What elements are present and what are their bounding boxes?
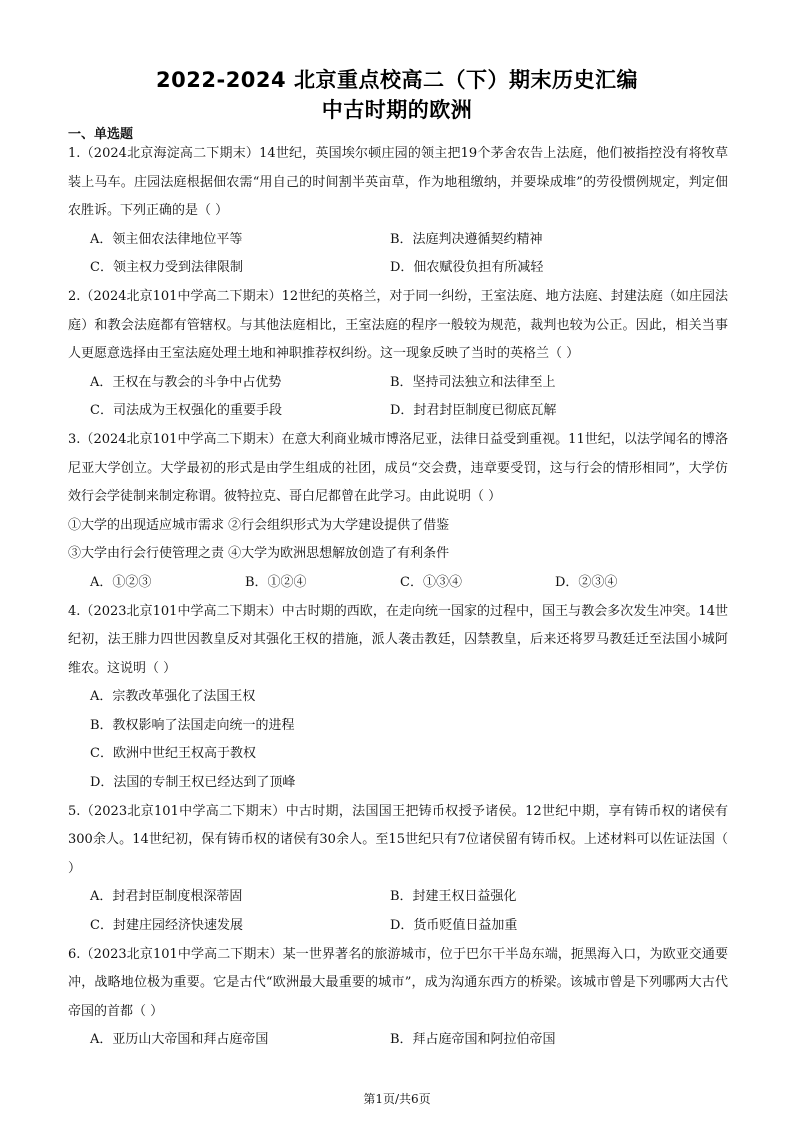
question-stem: 4.（2023北京101中学高二下期末）中古时期的西欧，在走向统一国家的过程中，国王与教会多次发生冲突。14世纪初，法王腓力四世因教皇反对其强化王权的措施，派人袭击教廷，囚禁教皇，后来还将罗马教廷迁至法国小城阿维农。这说明（ ） <box>68 603 728 676</box>
options-row <box>68 883 728 912</box>
option-b: B．拜占庭帝国和阿拉伯帝国 <box>390 1032 556 1048</box>
statement-line: ③大学由行会行使管理之责 ④大学为欧洲思想解放创造了有利条件 <box>68 546 450 562</box>
option-a: A．封君封臣制度根深蒂固 <box>90 889 243 905</box>
option-c: C．封建庄园经济快速发展 <box>90 918 243 934</box>
option-b: B．①②④ <box>245 574 307 590</box>
option-c: C．欧洲中世纪王权高于教权 <box>90 746 256 762</box>
question-3 <box>68 426 728 598</box>
options-row <box>68 569 728 598</box>
question-stem: 5.（2023北京101中学高二下期末）中古时期，法国国王把铸币权授予诸侯。12世纪中期，享有铸币权的诸侯有300余人。14世纪初，保有铸币权的诸侯有30余人。至15世纪只有7位诸侯留有铸币权。上述材料可以佐证法国（ ） <box>68 803 728 876</box>
option-c: C．领主权力受到法律限制 <box>90 260 243 276</box>
document-title: 2022-2024 北京重点校高二（下）期末历史汇编 <box>156 68 638 92</box>
option-a: A．亚历山大帝国和拜占庭帝国 <box>90 1032 269 1048</box>
option-d: D．佃农赋役负担有所减轻 <box>390 260 544 276</box>
question-1 <box>68 140 728 283</box>
question-6 <box>68 941 728 1055</box>
question-stem: 3.（2024北京101中学高二下期末）在意大利商业城市博洛尼亚，法律日益受到重视。11世纪，以法学闻名的博洛尼亚大学创立。大学最初的形式是由学生组成的社团，成员“交会费，违章要受罚，这与行会的情形相同”，大学仿效行会学徒制来制定称谓。彼特拉克、哥白尼都曾在此学习。由此说明（ ） <box>68 431 728 505</box>
question-5 <box>68 798 728 941</box>
page-number: 第1页/共6页 <box>363 1092 431 1106</box>
options-row <box>68 254 728 283</box>
options-row <box>68 369 728 398</box>
option-b: B．教权影响了法国走向统一的进程 <box>90 717 295 733</box>
option-b: B．坚持司法独立和法律至上 <box>390 374 556 390</box>
options-row <box>68 226 728 255</box>
document-subtitle: 中古时期的欧洲 <box>321 98 473 122</box>
option-b: B．封建王权日益强化 <box>390 889 517 905</box>
option-d: D．封君封臣制度已彻底瓦解 <box>390 403 557 419</box>
options-row <box>68 397 728 426</box>
options-row <box>68 1026 728 1055</box>
option-d: D．货币贬值日益加重 <box>390 918 518 934</box>
option-d: D．法国的专制王权已经达到了顶峰 <box>90 775 296 791</box>
option-c: C．①③④ <box>400 574 462 590</box>
option-b: B．法庭判决遵循契约精神 <box>390 231 543 247</box>
option-a: A．领主佃农法律地位平等 <box>90 231 243 247</box>
option-a: A．宗教改革强化了法国王权 <box>90 689 256 705</box>
option-c: C．司法成为王权强化的重要手段 <box>90 403 282 419</box>
options-row <box>68 912 728 941</box>
question-stem: 6.（2023北京101中学高二下期末）某一世界著名的旅游城市，位于巴尔干半岛东端，扼黑海入口，为欧亚交通要冲，战略地位极为重要。它是古代“欧洲最大最重要的城市”，成为沟通东西方的桥梁。该城市曾是下列哪两大古代帝国的首都（ ） <box>68 946 728 1019</box>
question-stem: 2.（2024北京101中学高二下期末）12世纪的英格兰，对于同一纠纷，王室法庭、地方法庭、封建法庭（如庄园法庭）和教会法庭都有管辖权。与其他法庭相比，王室法庭的程序一般较为规范，裁判也较为公正。因此，相关当事人更愿意选择由王室法庭处理土地和神职推荐权纠纷。这一现象反映了当时的英格兰（ ） <box>68 288 728 362</box>
question-2 <box>68 283 728 426</box>
question-stem: 1.（2024北京海淀高二下期末）14世纪，英国埃尔顿庄园的领主把19个茅舍农告上法庭，他们被指控没有将牧草装上马车。庄园法庭根据佃农需“用自己的时间割半英亩草，作为地租缴纳，并要垛成堆”的劳役惯例规定，判定佃农胜诉。下列正确的是（ ） <box>68 146 728 219</box>
statement-line: ①大学的出现适应城市需求 ②行会组织形式为大学建设提供了借鉴 <box>68 517 450 533</box>
option-a: A．①②③ <box>90 574 152 590</box>
option-a: A．王权在与教会的斗争中占优势 <box>90 374 282 390</box>
question-4 <box>68 598 728 798</box>
question-list <box>68 140 728 1055</box>
option-d: D．②③④ <box>555 574 618 590</box>
section-heading: 一、单选题 <box>68 127 134 142</box>
